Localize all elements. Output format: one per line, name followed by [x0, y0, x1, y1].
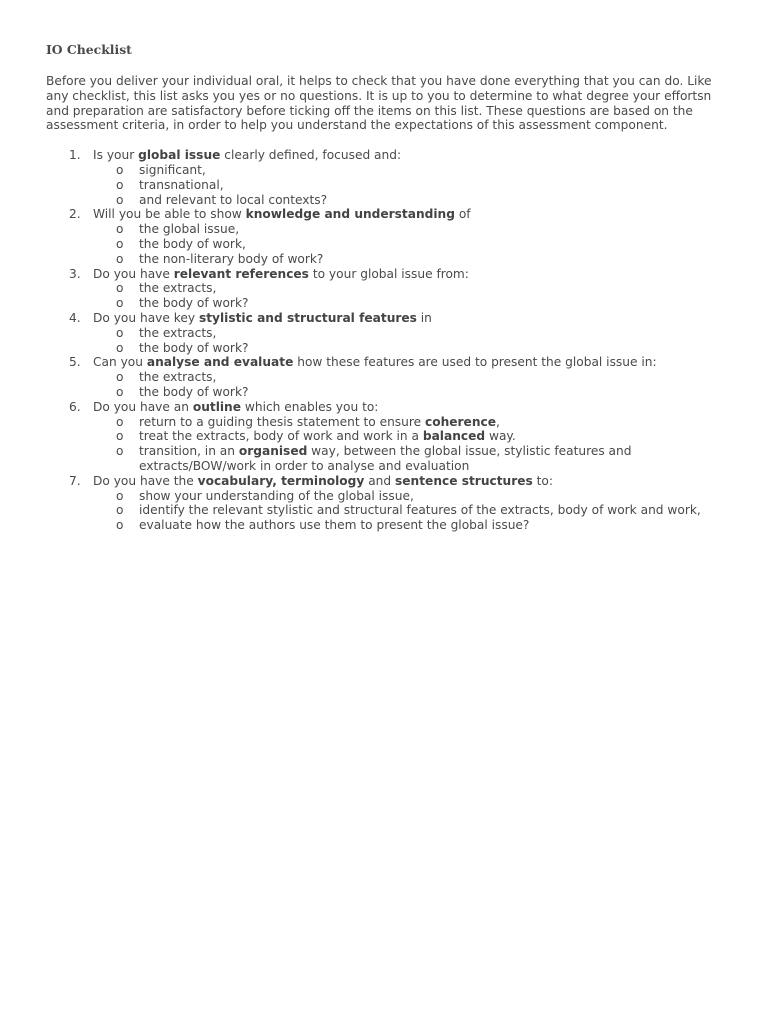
sub-item	[93, 222, 736, 237]
item-text: clearly defined, focused and:	[220, 148, 402, 163]
item-text: which enables you to:	[241, 399, 379, 414]
checklist-item	[46, 400, 736, 474]
sub-list	[93, 370, 736, 400]
sub-list	[93, 489, 736, 533]
sub-text-part: significant,	[139, 162, 206, 177]
sub-item-text	[139, 222, 704, 237]
item-number: 6.	[69, 399, 81, 414]
item-text: Do you have an	[93, 399, 193, 414]
sub-item	[93, 370, 736, 385]
sub-item	[93, 385, 736, 400]
bullet-marker: o	[116, 444, 124, 459]
sub-item	[93, 503, 736, 518]
checklist-item	[46, 148, 736, 207]
page-title: IO Checklist	[46, 42, 132, 57]
sub-item	[93, 281, 736, 296]
bullet-marker: o	[116, 177, 124, 192]
item-question	[93, 311, 736, 326]
sub-text-part: the non-literary body of work?	[139, 251, 324, 266]
sub-item-text	[139, 503, 704, 518]
sub-list	[93, 222, 736, 266]
checklist-item	[46, 474, 736, 533]
sub-list	[93, 163, 736, 207]
item-number: 7.	[69, 473, 81, 488]
bullet-marker: o	[116, 488, 124, 503]
sub-item-text	[139, 252, 704, 267]
bullet-marker: o	[116, 414, 124, 429]
sub-item	[93, 444, 736, 474]
sub-item-text	[139, 193, 704, 208]
sub-text-part: transition, in an	[139, 444, 239, 459]
bullet-marker: o	[116, 162, 124, 177]
sub-item	[93, 326, 736, 341]
bullet-marker: o	[116, 340, 124, 355]
sub-text-part: and relevant to local contexts?	[139, 192, 328, 207]
item-text: to your global issue from:	[308, 266, 469, 281]
item-text: how these features are used to present the global issue in:	[293, 355, 657, 370]
bullet-marker: o	[116, 503, 124, 518]
sub-item	[93, 415, 736, 430]
sub-list	[93, 281, 736, 311]
bullet-marker: o	[116, 429, 124, 444]
item-key-term: relevant references	[173, 266, 309, 281]
sub-item-text	[139, 326, 704, 341]
item-question	[93, 267, 736, 282]
item-text: Is your	[93, 148, 139, 163]
item-text: Do you have the	[93, 473, 198, 488]
item-question	[93, 207, 736, 222]
sub-text-part: the extracts,	[139, 325, 217, 340]
item-text: of	[454, 207, 471, 222]
intro-paragraph: Before you deliver your individual oral, it helps to check that you have done everything that you can do. Like any checklist, this list asks you yes or no questions. It is up to you to determine to what degree your effortsn and preparation are satisfactory before ticking off the items on this list. These questions are based on the assessment criteria, in order to help you understand the expectations of this assessment component.	[46, 74, 712, 133]
bullet-marker: o	[116, 222, 124, 237]
item-key-term: knowledge and understanding	[245, 207, 455, 222]
item-number: 3.	[69, 266, 81, 281]
sub-text-part: the global issue,	[139, 222, 240, 237]
item-number: 4.	[69, 310, 81, 325]
checklist-item	[46, 267, 736, 311]
sub-text-part: way.	[485, 429, 516, 444]
sub-text-part: the body of work?	[139, 340, 249, 355]
sub-item-text	[139, 163, 704, 178]
sub-text-part: the extracts,	[139, 370, 217, 385]
sub-item	[93, 163, 736, 178]
sub-item-text	[139, 385, 704, 400]
item-text: Can you	[93, 355, 147, 370]
item-question	[93, 474, 736, 489]
bullet-marker: o	[116, 296, 124, 311]
sub-item	[93, 178, 736, 193]
sub-item-text	[139, 296, 704, 311]
sub-item	[93, 296, 736, 311]
sub-text-part: return to a guiding thesis statement to ensure	[139, 414, 425, 429]
item-key-term: stylistic and structural features	[198, 310, 417, 325]
sub-key-term: organised	[238, 444, 308, 459]
item-number: 1.	[69, 148, 81, 163]
sub-text-part: the body of work?	[139, 296, 249, 311]
bullet-marker: o	[116, 325, 124, 340]
sub-item-text	[139, 429, 704, 444]
sub-item-text	[139, 178, 704, 193]
item-text: in	[416, 310, 432, 325]
sub-list	[93, 326, 736, 356]
bullet-marker: o	[116, 370, 124, 385]
item-key-term: outline	[192, 399, 242, 414]
bullet-marker: o	[116, 384, 124, 399]
sub-text-part: transnational,	[139, 177, 224, 192]
sub-item-text	[139, 237, 704, 252]
bullet-marker: o	[116, 192, 124, 207]
item-number: 5.	[69, 355, 81, 370]
sub-item-text	[139, 415, 704, 430]
sub-item	[93, 429, 736, 444]
sub-item-text	[139, 370, 704, 385]
item-question	[93, 400, 736, 415]
sub-text-part: treat the extracts, body of work and work in a	[139, 429, 423, 444]
item-number: 2.	[69, 207, 81, 222]
bullet-marker: o	[116, 518, 124, 533]
sub-item-text	[139, 341, 704, 356]
bullet-marker: o	[116, 236, 124, 251]
checklist	[46, 148, 736, 533]
sub-text-part: the body of work?	[139, 384, 249, 399]
checklist-item	[46, 311, 736, 355]
checklist-item	[46, 207, 736, 266]
item-text: Do you have	[93, 266, 174, 281]
sub-text-part: the body of work,	[139, 236, 246, 251]
item-text: Do you have key	[93, 310, 199, 325]
item-text: and	[364, 473, 396, 488]
sub-text-part: show your understanding of the global issue,	[139, 488, 414, 503]
bullet-marker: o	[116, 281, 124, 296]
sub-item	[93, 341, 736, 356]
item-key-term: sentence structures	[395, 473, 533, 488]
sub-text-part: evaluate how the authors use them to present the global issue?	[139, 518, 530, 533]
sub-item	[93, 489, 736, 504]
document-page	[46, 42, 736, 533]
sub-item	[93, 237, 736, 252]
item-key-term: vocabulary, terminology	[197, 473, 365, 488]
sub-list	[93, 415, 736, 474]
bullet-marker: o	[116, 251, 124, 266]
checklist-item	[46, 355, 736, 399]
sub-item	[93, 193, 736, 208]
item-text: to:	[532, 473, 553, 488]
sub-key-term: coherence	[425, 414, 496, 429]
item-text: Will you be able to show	[93, 207, 246, 222]
item-question	[93, 355, 736, 370]
sub-item-text	[139, 444, 704, 474]
item-key-term: analyse and evaluate	[146, 355, 294, 370]
sub-item-text	[139, 489, 704, 504]
sub-text-part: identify the relevant stylistic and structural features of the extracts, body of work and work,	[139, 503, 701, 518]
sub-text-part: ,	[495, 414, 500, 429]
sub-text-part: way, between the global issue, stylistic features and extracts/BOW/work in order to analyse and evaluation	[139, 444, 632, 473]
sub-item-text	[139, 518, 704, 533]
sub-key-term: balanced	[422, 429, 486, 444]
item-key-term: global issue	[138, 148, 221, 163]
sub-item	[93, 518, 736, 533]
sub-item	[93, 252, 736, 267]
item-question	[93, 148, 736, 163]
sub-item-text	[139, 281, 704, 296]
sub-text-part: the extracts,	[139, 281, 217, 296]
